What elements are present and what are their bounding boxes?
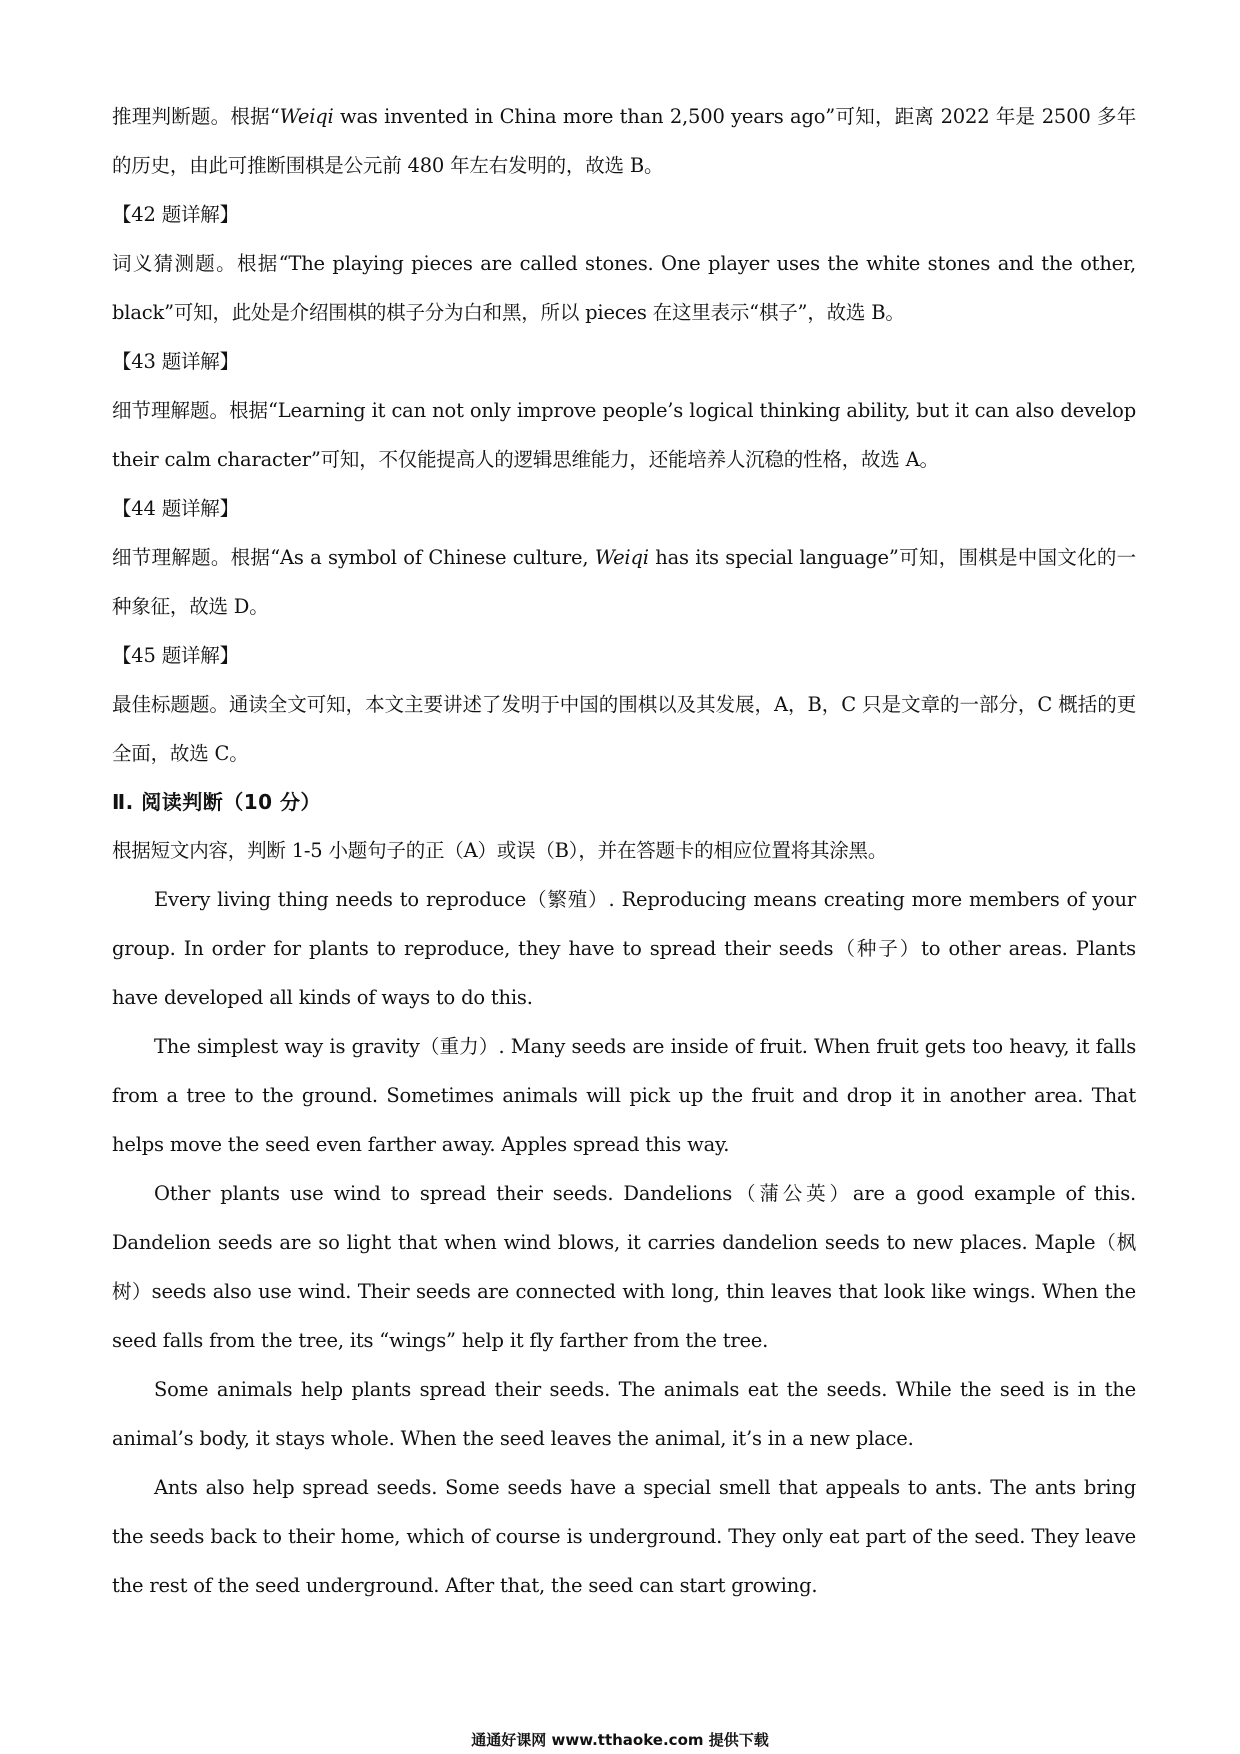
- explanation-44-weiqi: Weiqi: [594, 546, 649, 569]
- explanation-41-text-end: was invented in China more than 2,500 years ago”可知，距离 2022 年是 2500 多年的历史，由此可推断围棋是公元前 480 年左右发明的，故选 B。: [112, 105, 1137, 177]
- explanation-43-heading: 【43 题详解】: [112, 350, 239, 373]
- explanation-42-heading: 【42 题详解】: [112, 203, 239, 226]
- passage-paragraph: Some animals help plants spread their seeds. The animals eat the seeds. While the seed is in the animal’s body, it stays whole. When the seed leaves the animal, it’s in a new place.: [112, 1378, 1136, 1450]
- passage-paragraph: Every living thing needs to reproduce（繁殖）. Reproducing means creating more members of your group. In order for plants to reproduce, they have to spread their seeds（种子）to other areas. Plants have developed all kinds of ways to do this.: [112, 888, 1136, 1009]
- explanation-44-heading: 【44 题详解】: [112, 497, 239, 520]
- explanations-block: [112, 92, 1136, 778]
- explanation-41-text: [112, 92, 1136, 190]
- explanation-44-text-end: has its special language”可知，围棋是中国文化的一种象征，故选 D。: [112, 546, 1136, 618]
- explanation-41-weiqi: Weiqi: [279, 105, 334, 128]
- section-title: Ⅱ. 阅读判断（10 分）: [112, 790, 322, 814]
- explanation-45-text: 最佳标题题。通读全文可知，本文主要讲述了发明于中国的围棋以及其发展，A，B，C 只是文章的一部分，C 概括的更全面，故选 C。: [112, 693, 1136, 765]
- explanation-42-text: 词义猜测题。根据“The playing pieces are called stones. One player uses the white stones and the other, black”可知，此处是介绍围棋的棋子分为白和黑，所以 pieces 在这里表示“棋子”，故选 B。: [112, 252, 1136, 324]
- passage-paragraph: Ants also help spread seeds. Some seeds have a special smell that appeals to ants. The ants bring the seeds back to their home, which of course is underground. They only eat part of the seed. They leave the rest of the seed underground. After that, the seed can start growing.: [112, 1476, 1136, 1597]
- reading-section: [112, 826, 1136, 1610]
- explanation-45-heading: 【45 题详解】: [112, 644, 239, 667]
- explanation-43-text: 细节理解题。根据“Learning it can not only improve people’s logical thinking ability, but it can also develop their calm character”可知，不仅能提高人的逻辑思维能力，还能培养人沉稳的性格，故选 A。: [112, 399, 1136, 471]
- explanation-41-text-start: 推理判断题。根据“: [112, 105, 280, 128]
- document-page: [112, 92, 1136, 1610]
- passage-paragraph: The simplest way is gravity（重力）. Many seeds are inside of fruit. When fruit gets too heavy, it falls from a tree to the ground. Sometimes animals will pick up the fruit and drop it in another area. That helps move the seed even farther away. Apples spread this way.: [112, 1035, 1136, 1156]
- explanation-44-text-start: 细节理解题。根据“As a symbol of Chinese culture,: [112, 546, 595, 569]
- explanation-44-text: [112, 533, 1136, 631]
- page-footer: 通通好课网 www.tthaoke.com 提供下载: [471, 1731, 769, 1749]
- section-instruction: 根据短文内容，判断 1-5 小题句子的正（A）或误（B），并在答题卡的相应位置将其涂黑。: [112, 839, 888, 862]
- passage-paragraph: Other plants use wind to spread their seeds. Dandelions（蒲公英）are a good example of this. Dandelion seeds are so light that when wind blows, it carries dandelion seeds to new places. Maple（枫树）seeds also use wind. Their seeds are connected with long, thin leaves that look like wings. When the seed falls from the tree, its “wings” help it fly farther from the tree.: [112, 1182, 1136, 1352]
